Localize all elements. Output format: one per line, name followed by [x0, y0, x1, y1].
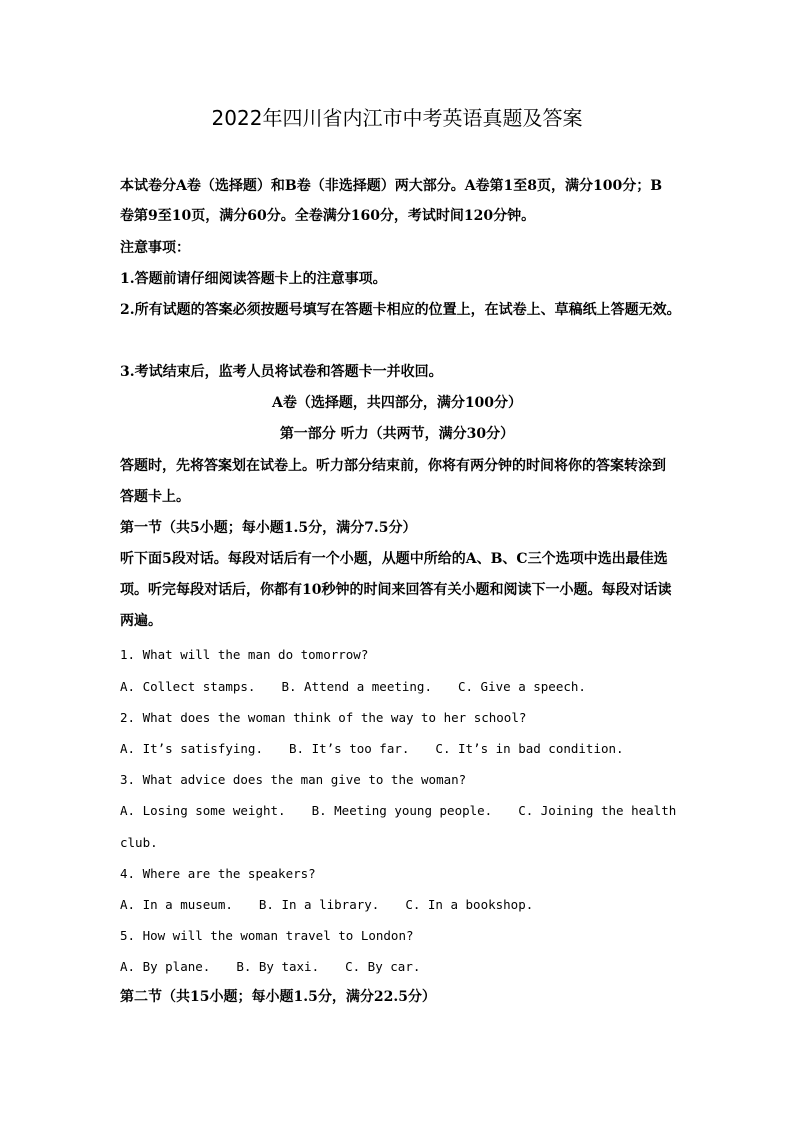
question-3-option-c: C. Joining the health: [518, 803, 677, 818]
question-1-options: [120, 677, 680, 697]
volume-a-heading: A卷（选择题，共四部分，满分100分）: [271, 395, 523, 411]
question-3-option-a: A. Losing some weight.: [120, 803, 286, 818]
notes-item-3: 3.考试结束后，监考人员将试卷和答题卡一并收回。: [120, 364, 443, 380]
question-5-options: [120, 957, 680, 977]
answer-instruction-line-2: 答题卡上。: [120, 489, 190, 505]
notes-item-2: 2.所有试题的答案必须按题号填写在答题卡相应的位置上，在试卷上、草稿纸上答题无效。: [120, 302, 681, 318]
question-5: 5. How will the woman travel to London?: [120, 928, 414, 943]
document-title: 2022年四川省内江市中考英语真题及答案: [211, 106, 583, 130]
question-1-option-b: B. Attend a meeting.: [281, 679, 432, 694]
section1-instruction-line-1: 听下面5段对话。每段对话后有一个小题，从题中所给的A、B、C三个选项中选出最佳选: [120, 551, 668, 567]
question-3: 3. What advice does the man give to the woman?: [120, 772, 467, 787]
question-5-option-b: B. By taxi.: [236, 959, 320, 974]
section1-instruction-line-3: 两遍。: [120, 613, 162, 629]
question-2-option-c: C. It’s in bad condition.: [435, 741, 624, 756]
notes-heading: 注意事项：: [120, 240, 190, 256]
question-2: 2. What does the woman think of the way to her school?: [120, 710, 527, 725]
question-4-option-b: B. In a library.: [258, 897, 380, 912]
question-1-option-c: C. Give a speech.: [457, 679, 586, 694]
notes-item-1: 1.答题前请仔细阅读答题卡上的注意事项。: [120, 271, 387, 287]
intro-line-2: 卷第9至10页，满分60分。全卷满分160分，考试时间120分钟。: [120, 208, 536, 224]
section2-heading: 第二节（共15小题；每小题1.5分，满分22.5分）: [120, 989, 436, 1005]
question-4-option-a: A. In a museum.: [120, 897, 233, 912]
section1-instruction-line-2: 项。听完每段对话后，你都有10秒钟的时间来回答有关小题和阅读下一小题。每段对话读: [120, 582, 672, 598]
question-2-option-a: A. It’s satisfying.: [120, 741, 263, 756]
question-3-options: [120, 801, 680, 821]
question-2-option-b: B. It’s too far.: [289, 741, 410, 756]
question-1-option-a: A. Collect stamps.: [120, 679, 256, 694]
question-3-option-b: B. Meeting young people.: [311, 803, 493, 818]
question-4-options: [120, 895, 680, 915]
question-4-option-c: C. In a bookshop.: [405, 897, 534, 912]
question-5-option-c: C. By car.: [345, 959, 421, 974]
section1-heading: 第一节（共5小题；每小题1.5分，满分7.5分）: [120, 520, 417, 536]
question-4: 4. Where are the speakers?: [120, 866, 316, 881]
question-2-options: [120, 739, 680, 759]
question-1: 1. What will the man do tomorrow?: [120, 647, 369, 662]
question-5-option-a: A. By plane.: [120, 959, 211, 974]
part1-heading: 第一部分 听力（共两节，满分30分）: [279, 426, 515, 442]
question-3-option-c-continued: club.: [120, 835, 158, 850]
intro-line-1: 本试卷分A卷（选择题）和B卷（非选择题）两大部分。A卷第1至8页，满分100分；B: [120, 178, 663, 194]
answer-instruction-line-1: 答题时，先将答案划在试卷上。听力部分结束前，你将有两分钟的时间将你的答案转涂到: [120, 458, 666, 474]
